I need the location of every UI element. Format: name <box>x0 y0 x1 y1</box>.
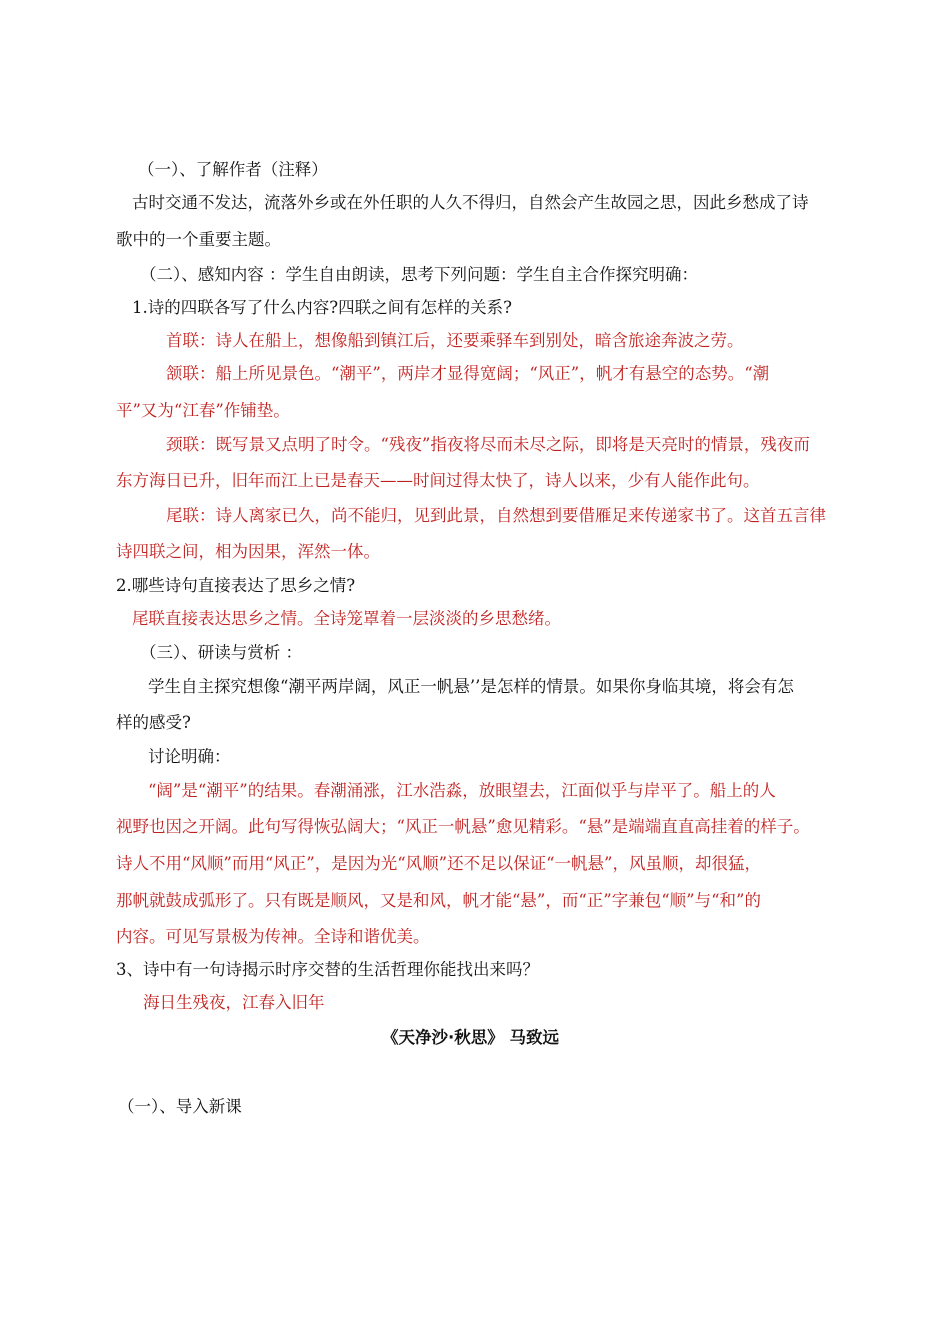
discussion-answer: “阔”是“潮平”的结果。春潮涌涨，江水浩淼，放眼望去，江面似乎与岸平了。船上的人 <box>148 781 776 800</box>
discussion-answer: 诗人不用“风顺”而用“风正”，是因为光“风顺”还不足以保证“一帆悬”，风虽顺，却很猛， <box>116 854 761 873</box>
section-heading-study: （三）、研读与赏析 ： <box>140 643 302 662</box>
question-2: 2.哪些诗句直接表达了思乡之情? <box>116 576 356 595</box>
section-heading-author: （一）、了解作者（注释） <box>138 160 328 179</box>
section-heading-intro: （一）、导入新课 <box>118 1097 242 1116</box>
answer-weilian: 尾联：诗人离家已久，尚不能归，见到此景，自然想到要借雁足来传递家书了。这首五言律 <box>166 506 826 525</box>
discussion-answer: 那帆就鼓成弧形了。只有既是顺风，又是和风，帆才能“悬”，而“正”字兼包“顺”与“和”的 <box>116 891 761 910</box>
answer-hanlian: 颔联：船上所见景色。“潮平”，两岸才显得宽阔；“风正”，帆才有悬空的态势。“潮 <box>166 364 770 383</box>
study-prompt: 学生自主探究想像“潮平两岸阔，风正一帆悬’’是怎样的情景。如果你身临其境，将会有怎 <box>148 677 794 696</box>
answer-jinglian: 颈联：既写景又点明了时令。“残夜”指夜将尽而未尽之际，即将是天亮时的情景，残夜而 <box>166 435 810 454</box>
poem-title: 《天净沙·秋思》 马致远 <box>382 1028 560 1047</box>
paragraph-line: 古时交通不发达，流落外乡或在外任职的人久不得归，自然会产生故园之思，因此乡愁成了诗 <box>132 193 809 212</box>
discussion-label: 讨论明确： <box>148 747 231 766</box>
discussion-answer: 内容。可见写景极为传神。全诗和谐优美。 <box>116 927 430 946</box>
answer-3: 海日生残夜，江春入旧年 <box>143 993 325 1012</box>
study-prompt-cont: 样的感受? <box>116 713 191 732</box>
answer-hanlian-cont: 平”又为“江春”作铺垫。 <box>116 401 290 420</box>
question-1: 1.诗的四联各写了什么内容?四联之间有怎样的关系? <box>132 298 512 317</box>
answer-2: 尾联直接表达思乡之情。全诗笼罩着一层淡淡的乡思愁绪。 <box>132 609 561 628</box>
paragraph-line: 歌中的一个重要主题。 <box>116 230 281 249</box>
answer-shoulian: 首联：诗人在船上，想像船到镇江后，还要乘驿车到别处，暗含旅途奔波之劳。 <box>166 331 744 350</box>
answer-jinglian-cont: 东方海日已升，旧年而江上已是春天——时间过得太快了，诗人以来，少有人能作此句。 <box>116 471 760 490</box>
question-3: 3、诗中有一句诗揭示时序交替的生活哲理你能找出来吗？ <box>116 960 539 979</box>
section-heading-perception: （二）、感知内容 ：学生自由朗读，思考下列问题：学生自主合作探究明确： <box>140 265 698 284</box>
answer-weilian-cont: 诗四联之间，相为因果，浑然一体。 <box>116 542 380 561</box>
discussion-answer: 视野也因之开阔。此句写得恢弘阔大；“风正一帆悬”愈见精彩。“悬”是端端直直高挂着的样子。 <box>116 817 810 836</box>
